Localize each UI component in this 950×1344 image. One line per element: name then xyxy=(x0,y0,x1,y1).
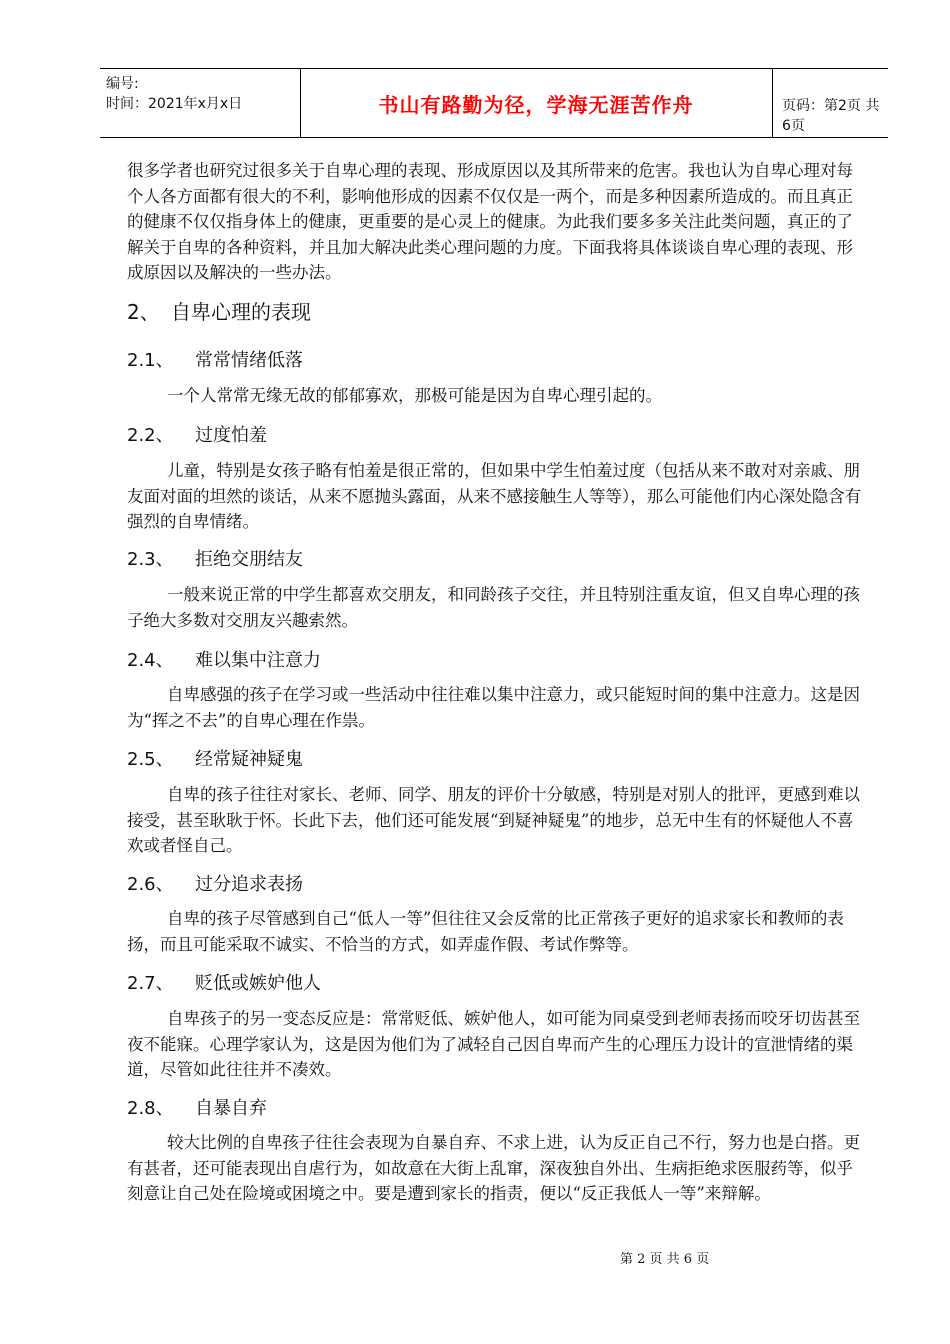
subsection-title: 难以集中注意力 xyxy=(195,650,321,671)
subsection-number: 2.5、 xyxy=(127,749,174,770)
subsection-heading xyxy=(127,1094,267,1120)
subsection-paragraph: 自卑感强的孩子在学习或一些活动中往往难以集中注意力，或只能短时间的集中注意力。这是因为“挥之不去”的自卑心理在作祟。 xyxy=(127,685,860,730)
subsection-title: 过度怕羞 xyxy=(195,425,267,446)
subsection-number: 2.4、 xyxy=(127,650,174,671)
subsection-title: 自暴自弃 xyxy=(195,1098,267,1119)
time-label: 时间：2021年x月x日 xyxy=(106,96,243,112)
subsection-paragraph: 自卑孩子的另一变态反应是：常常贬低、嫉妒他人，如可能为同桌受到老师表扬而咬牙切齿甚至夜不能寐。心理学家认为，这是因为他们为了减轻自己因自卑而产生的心理压力设计的宣泄情绪的渠道，尽管如此往往并不凑效。 xyxy=(127,1009,860,1079)
subsection-heading xyxy=(127,646,321,672)
subsection-number: 2.7、 xyxy=(127,973,174,994)
page-header xyxy=(100,68,888,138)
subsection-title: 贬低或嫉妒他人 xyxy=(195,973,321,994)
subsection-number: 2.1、 xyxy=(127,350,174,371)
header-info-cell xyxy=(100,69,301,137)
subsection-paragraph: 自卑的孩子尽管感到自己“低人一等”但往往又会反常的比正常孩子更好的追求家长和教师的表扬，而且可能采取不诚实、不恰当的方式，如弄虚作假、考试作弊等。 xyxy=(127,909,844,954)
subsection-title: 拒绝交朋结友 xyxy=(195,549,303,570)
subsection-number: 2.6、 xyxy=(127,874,174,895)
code-label: 编号: xyxy=(106,76,139,92)
subsection-paragraph: 儿童，特别是女孩子略有怕羞是很正常的，但如果中学生怕羞过度（包括从来不敢对对亲戚、朋友面对面的坦然的谈话，从来不愿抛头露面，从来不感接触生人等等），那么可能他们内心深处隐含有强烈的自卑情绪。 xyxy=(127,461,862,531)
subsection-heading xyxy=(127,870,303,896)
header-motto-cell xyxy=(300,69,773,137)
section-heading xyxy=(127,296,311,325)
page-number-label: 页码：第2页 共6页 xyxy=(782,98,880,134)
motto: 书山有路勤为径，学海无涯苦作舟 xyxy=(378,93,694,117)
subsection-heading xyxy=(127,346,303,372)
subsection-heading xyxy=(127,545,303,571)
subsection-paragraph: 较大比例的自卑孩子往往会表现为自暴自弃、不求上进，认为反正自己不行，努力也是白搭。更有甚者，还可能表现出自虐行为，如故意在大街上乱窜，深夜独自外出、生病拒绝求医服药等，似乎刻意让自己处在险境或困境之中。要是遭到家长的指责，便以“反正我低人一等”来辩解。 xyxy=(127,1133,860,1203)
header-page-cell xyxy=(772,69,888,137)
subsection-number: 2.8、 xyxy=(127,1098,174,1119)
subsection-heading xyxy=(127,969,321,995)
subsection-paragraph: 自卑的孩子往往对家长、老师、同学、朋友的评价十分敏感，特别是对别人的批评，更感到难以接受，甚至耿耿于怀。长此下去，他们还可能发展“到疑神疑鬼”的地步，总无中生有的怀疑他人不喜欢或者怪自己。 xyxy=(127,785,860,855)
subsection-title: 常常情绪低落 xyxy=(195,350,303,371)
section-title: 自卑心理的表现 xyxy=(171,300,311,324)
subsection-number: 2.2、 xyxy=(127,425,174,446)
subsection-number: 2.3、 xyxy=(127,549,174,570)
intro-paragraph: 很多学者也研究过很多关于自卑心理的表现、形成原因以及其所带来的危害。我也认为自卑心理对每个人各方面都有很大的不利，影响他形成的因素不仅仅是一两个，而是多种因素所造成的。而且真正的健康不仅仅指身体上的健康，更重要的是心灵上的健康。为此我们要多多关注此类问题，真正的了解关于自卑的各种资料，并且加大解决此类心理问题的力度。下面我将具体谈谈自卑心理的表现、形成原因以及解决的一些办法。 xyxy=(127,161,853,282)
subsection-paragraph: 一个人常常无缘无故的郁郁寡欢，那极可能是因为自卑心理引起的。 xyxy=(167,386,662,405)
page-footer: 第 2 页 共 6 页 xyxy=(620,1252,710,1267)
subsection-heading xyxy=(127,745,303,771)
subsection-heading xyxy=(127,421,267,447)
subsection-title: 经常疑神疑鬼 xyxy=(195,749,303,770)
subsection-paragraph: 一般来说正常的中学生都喜欢交朋友，和同龄孩子交往，并且特别注重友谊，但又自卑心理的孩子绝大多数对交朋友兴趣索然。 xyxy=(127,585,860,630)
section-number: 2、 xyxy=(127,300,160,324)
subsection-title: 过分追求表扬 xyxy=(195,874,303,895)
